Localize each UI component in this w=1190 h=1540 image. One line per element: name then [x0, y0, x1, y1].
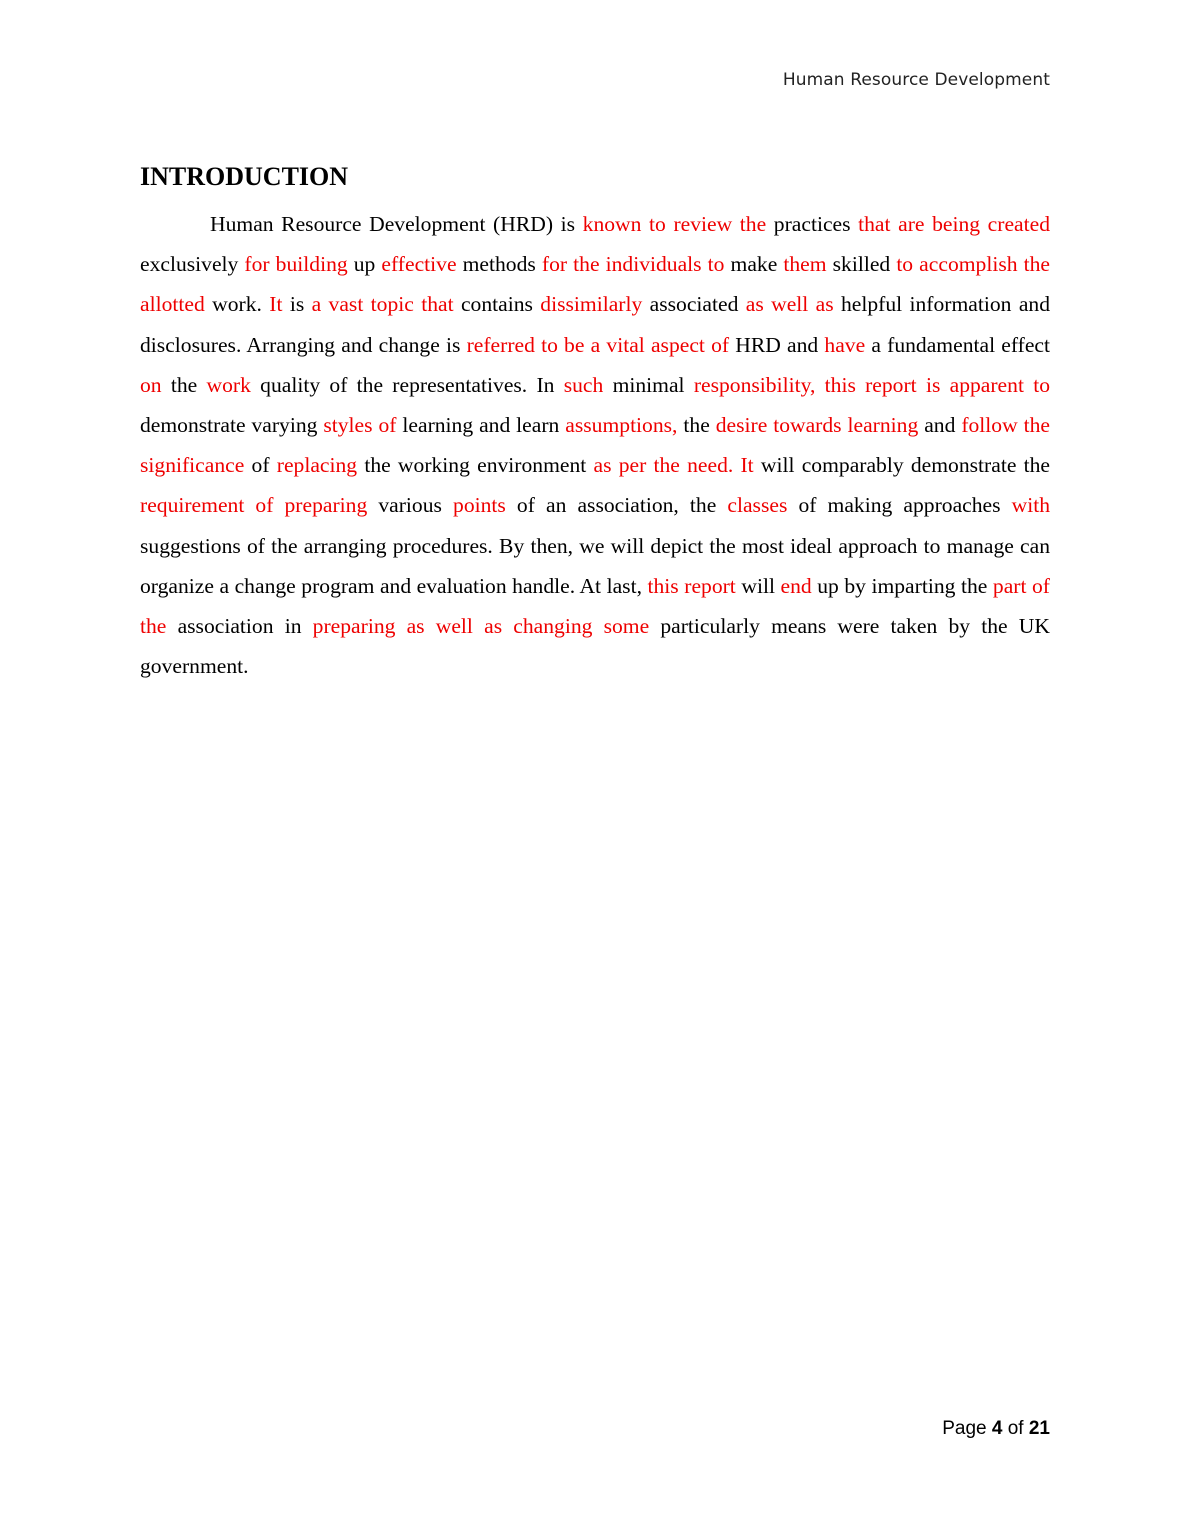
text-segment: methods: [456, 252, 542, 277]
highlighted-text-segment: effective: [381, 252, 457, 277]
text-segment: of: [244, 453, 277, 478]
section-heading: INTRODUCTION: [140, 162, 349, 191]
highlighted-text-segment: for building: [244, 252, 348, 277]
total-page-count: 21: [1028, 1418, 1050, 1439]
highlighted-text-segment: as well as: [745, 292, 834, 317]
highlighted-text-segment: with: [1011, 493, 1051, 518]
highlighted-text-segment: desire towards learning: [715, 413, 919, 438]
highlighted-text-segment: requirement of preparing: [140, 493, 368, 518]
text-segment: Human Resource Development (HRD) is: [210, 212, 583, 236]
introduction-paragraph: [140, 204, 1050, 686]
text-segment: work.: [204, 292, 270, 317]
text-segment: the working environment: [357, 453, 594, 478]
text-segment: suggestions of the arranging procedures. By then, we will depict the most ideal approach to manage can organize a change program and evaluation handle. At last,: [140, 533, 1050, 598]
highlighted-text-segment: have: [824, 332, 866, 357]
text-segment: practices: [766, 212, 859, 236]
highlighted-text-segment: follow the significance: [140, 413, 1050, 478]
text-segment: the: [161, 372, 207, 397]
text-segment: of making approaches: [787, 493, 1012, 518]
highlighted-text-segment: preparing as well as changing some: [312, 614, 650, 639]
highlighted-text-segment: styles of: [323, 413, 397, 438]
text-segment: will: [735, 573, 781, 598]
text-segment: associated: [642, 292, 746, 317]
text-segment: up by imparting the: [811, 573, 993, 598]
highlighted-text-segment: work: [206, 372, 251, 397]
text-segment: up: [347, 252, 382, 277]
highlighted-text-segment: part of the: [140, 573, 1050, 639]
text-segment: a fundamental effect: [865, 332, 1050, 357]
highlighted-text-segment: for the individuals to: [541, 252, 725, 277]
text-segment: skilled: [826, 252, 897, 277]
highlighted-text-segment: replacing: [276, 453, 358, 478]
text-segment: association in: [166, 614, 313, 639]
highlighted-text-segment: assumptions,: [565, 413, 678, 438]
text-segment: HRD and: [729, 332, 825, 357]
highlighted-text-segment: points: [453, 493, 506, 518]
text-segment: contains: [453, 292, 541, 317]
text-segment: helpful information and disclosures. Arranging and change is: [140, 292, 1050, 357]
current-page-number: 4: [991, 1418, 1003, 1439]
text-segment: particularly means were taken by the UK government.: [140, 614, 1050, 679]
highlighted-text-segment: classes: [727, 493, 788, 518]
highlighted-text-segment: to accomplish the allotted: [140, 252, 1050, 317]
highlighted-text-segment: responsibility, this report is apparent to: [693, 372, 1050, 397]
text-segment: of an association, the: [505, 493, 728, 518]
text-segment: demonstrate varying: [140, 413, 324, 438]
highlighted-text-segment: as per the need. It: [593, 453, 754, 478]
highlighted-text-segment: a vast topic that: [311, 292, 454, 317]
highlighted-text-segment: that are being created: [858, 212, 1050, 236]
text-segment: and: [918, 413, 962, 438]
text-segment: various: [367, 493, 454, 518]
page-number-footer: [942, 1418, 1050, 1440]
highlighted-text-segment: end: [780, 573, 812, 598]
page-label: Page: [942, 1418, 987, 1439]
highlighted-text-segment: referred to be a vital aspect of: [466, 332, 730, 357]
page-of-label: of: [1007, 1418, 1024, 1439]
text-segment: exclusively: [140, 252, 245, 277]
text-segment: learning and learn: [396, 413, 566, 438]
highlighted-text-segment: dissimilarly: [540, 292, 643, 317]
running-header: Human Resource Development: [782, 70, 1050, 90]
text-segment: is: [282, 292, 312, 317]
highlighted-text-segment: them: [783, 252, 827, 277]
text-segment: quality of the representatives. In: [250, 372, 564, 397]
highlighted-text-segment: on: [140, 372, 162, 397]
text-segment: make: [724, 252, 784, 277]
highlighted-text-segment: such: [563, 372, 604, 397]
highlighted-text-segment: It: [269, 292, 283, 317]
highlighted-text-segment: this report: [647, 573, 736, 598]
highlighted-text-segment: known to review the: [582, 212, 767, 236]
text-segment: will comparably demonstrate the: [753, 453, 1051, 478]
text-segment: minimal: [603, 372, 694, 397]
text-segment: the: [677, 413, 716, 438]
